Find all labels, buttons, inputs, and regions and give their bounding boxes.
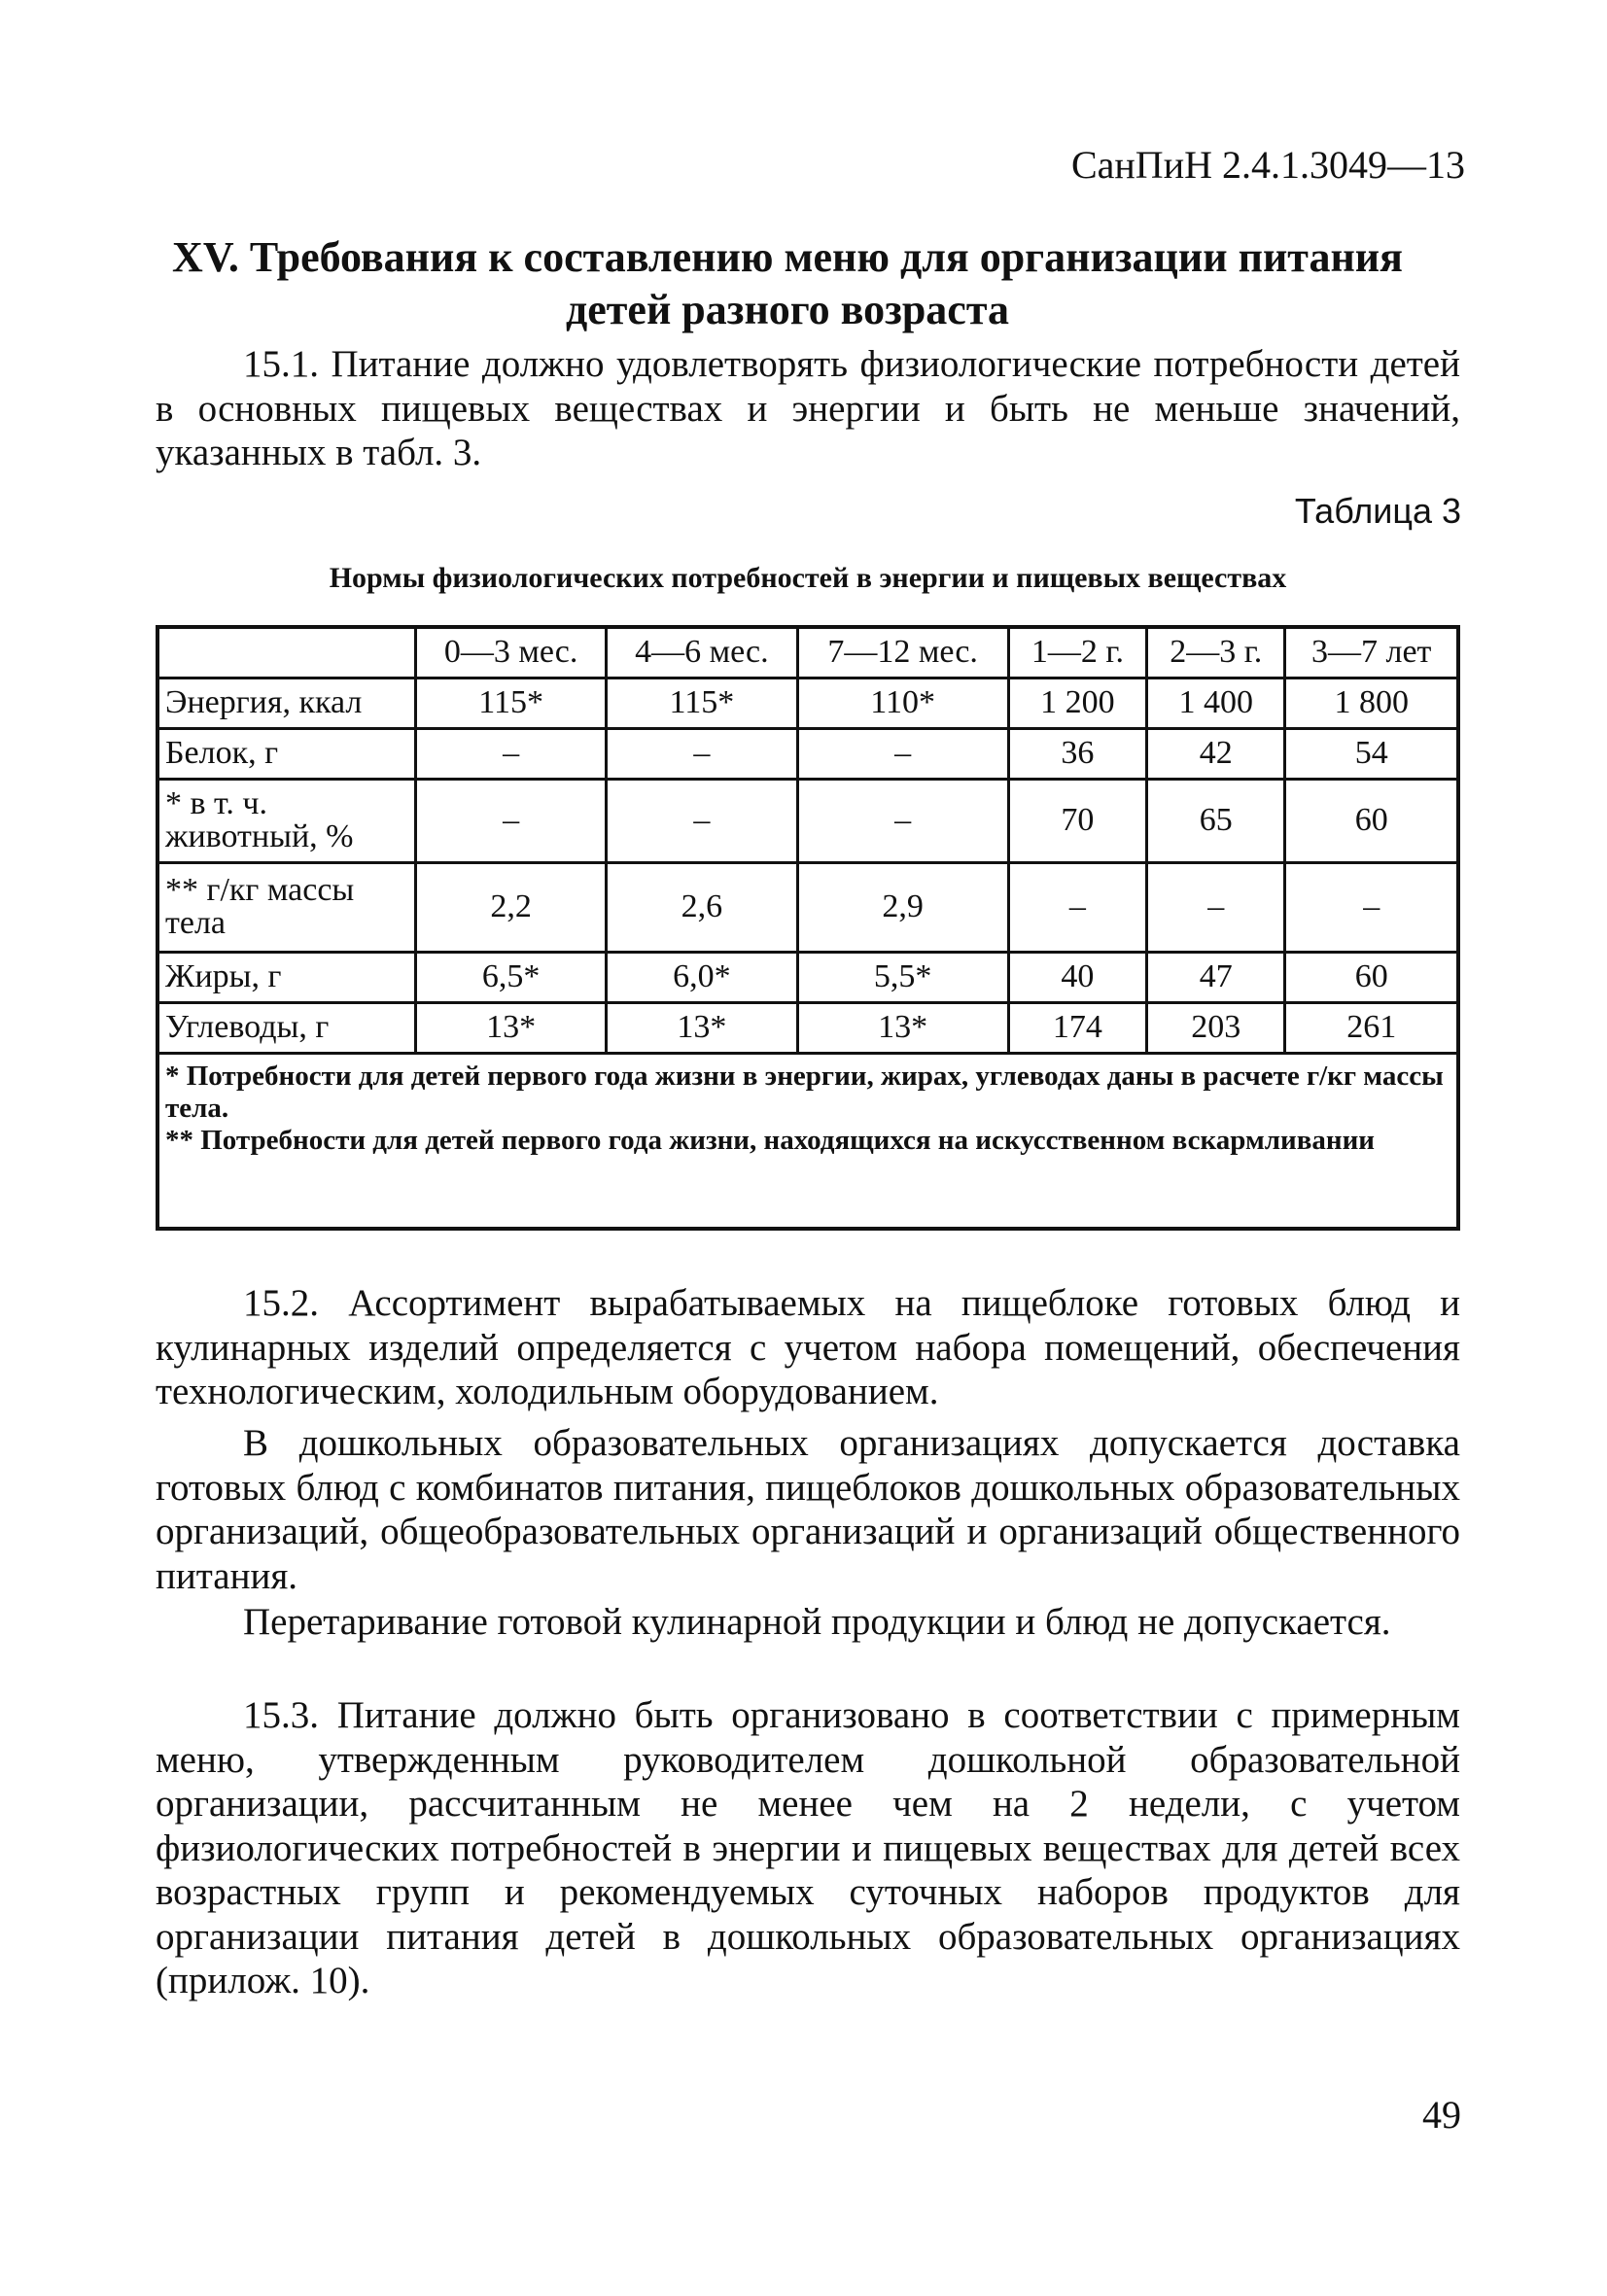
paragraph-text: В дошкольных образовательных организациях допускается доставка готовых блюд с комбинатов питания, пищеблоков дошкольных образовательных организаций, общеобразовательных организаций и организаций общественного питания. [156, 1422, 1460, 1597]
table-cell: 36 [1008, 728, 1146, 779]
table-cell: 1 800 [1285, 678, 1458, 728]
table-caption: Таблица 3 [1294, 491, 1461, 531]
table-cell: 203 [1147, 1002, 1285, 1053]
column-header [157, 627, 416, 678]
table-cell: 60 [1285, 779, 1458, 862]
norms-table [156, 625, 1460, 1231]
document-code: СанПиН 2.4.1.3049—13 [1070, 143, 1465, 187]
paragraph-text: 15.1. Питание должно удовлетворять физиологические потребности детей в основных пищевых веществах и энергии и быть не меньше значений, указанных в табл. 3. [156, 343, 1460, 473]
paragraph-15-1 [156, 342, 1460, 475]
table-title: Нормы физиологических потребностей в энергии и пищевых веществах [329, 562, 1287, 594]
paragraph-text: Перетаривание готовой кулинарной продукции и блюд не допускается. [243, 1601, 1391, 1643]
table-cell: 13* [416, 1002, 607, 1053]
table-note: ** Потребности для детей первого года жизни, находящихся на искусственном вскармливании [165, 1124, 1376, 1156]
row-label: Белок, г [157, 728, 416, 779]
table-cell: 115* [416, 678, 607, 728]
row-label: Жиры, г [157, 952, 416, 1002]
table-cell: 2,6 [607, 862, 797, 952]
table-row [157, 779, 1458, 862]
paragraph-15-2 [156, 1281, 1460, 1414]
column-header: 3—7 лет [1285, 627, 1458, 678]
table-cell: – [416, 728, 607, 779]
table-cell: 54 [1285, 728, 1458, 779]
table-cell: 110* [797, 678, 1008, 728]
table-cell: 13* [797, 1002, 1008, 1053]
table-cell: 174 [1008, 1002, 1146, 1053]
table-cell: 70 [1008, 779, 1146, 862]
paragraph-15-3 [156, 1693, 1460, 2003]
table-cell: 6,5* [416, 952, 607, 1002]
table-notes-row [157, 1053, 1458, 1229]
table-row [157, 728, 1458, 779]
column-header: 2—3 г. [1147, 627, 1285, 678]
table-cell: 2,2 [416, 862, 607, 952]
table-header-row [157, 627, 1458, 678]
table-cell: – [1285, 862, 1458, 952]
table-cell: – [1008, 862, 1146, 952]
table-cell: 2,9 [797, 862, 1008, 952]
row-label: * в т. ч. животный, % [157, 779, 416, 862]
table-row [157, 862, 1458, 952]
table-cell: – [416, 779, 607, 862]
row-label: ** г/кг массы тела [157, 862, 416, 952]
row-label: Энергия, ккал [157, 678, 416, 728]
table-cell: – [797, 728, 1008, 779]
column-header: 0—3 мес. [416, 627, 607, 678]
table-cell: 65 [1147, 779, 1285, 862]
table-cell: 40 [1008, 952, 1146, 1002]
table-row [157, 1002, 1458, 1053]
paragraph-text: 15.2. Ассортимент вырабатываемых на пищеблоке готовых блюд и кулинарных изделий определяется с учетом набора помещений, обеспечения технологическим, холодильным оборудованием. [156, 1282, 1460, 1412]
table-cell: 115* [607, 678, 797, 728]
page-number: 49 [1422, 2093, 1461, 2137]
column-header: 7—12 мес. [797, 627, 1008, 678]
table-cell: 1 400 [1147, 678, 1285, 728]
table-cell: 13* [607, 1002, 797, 1053]
table-notes [157, 1053, 1458, 1229]
section-title: XV. Требования к составлению меню для организации питания детей разного возраста [172, 233, 1403, 333]
table-cell: – [1147, 862, 1285, 952]
paragraph-repacking [156, 1600, 1460, 1645]
table-cell: 6,0* [607, 952, 797, 1002]
column-header: 1—2 г. [1008, 627, 1146, 678]
column-header: 4—6 мес. [607, 627, 797, 678]
table-note: * Потребности для детей первого года жизни в энергии, жирах, углеводах даны в расчете г/кг массы тела. [165, 1060, 1444, 1124]
table-cell: 5,5* [797, 952, 1008, 1002]
table-row [157, 678, 1458, 728]
table-row [157, 952, 1458, 1002]
table-cell: 42 [1147, 728, 1285, 779]
table-cell: 60 [1285, 952, 1458, 1002]
paragraph-text: 15.3. Питание должно быть организовано в соответствии с примерным меню, утвержденным руководителем дошкольной образовательной организации, рассчитанным не менее чем на 2 недели, с учетом физиологических потребностей в энергии и пищевых веществах для детей всех возрастных групп и рекомендуемых суточных наборов продуктов для организации питания детей в дошкольных образовательных организациях (прилож. 10). [156, 1694, 1460, 2001]
table-cell: 1 200 [1008, 678, 1146, 728]
table-cell: – [797, 779, 1008, 862]
table-cell: – [607, 728, 797, 779]
row-label: Углеводы, г [157, 1002, 416, 1053]
table-cell: – [607, 779, 797, 862]
table-cell: 261 [1285, 1002, 1458, 1053]
paragraph-delivery [156, 1421, 1460, 1598]
table-cell: 47 [1147, 952, 1285, 1002]
